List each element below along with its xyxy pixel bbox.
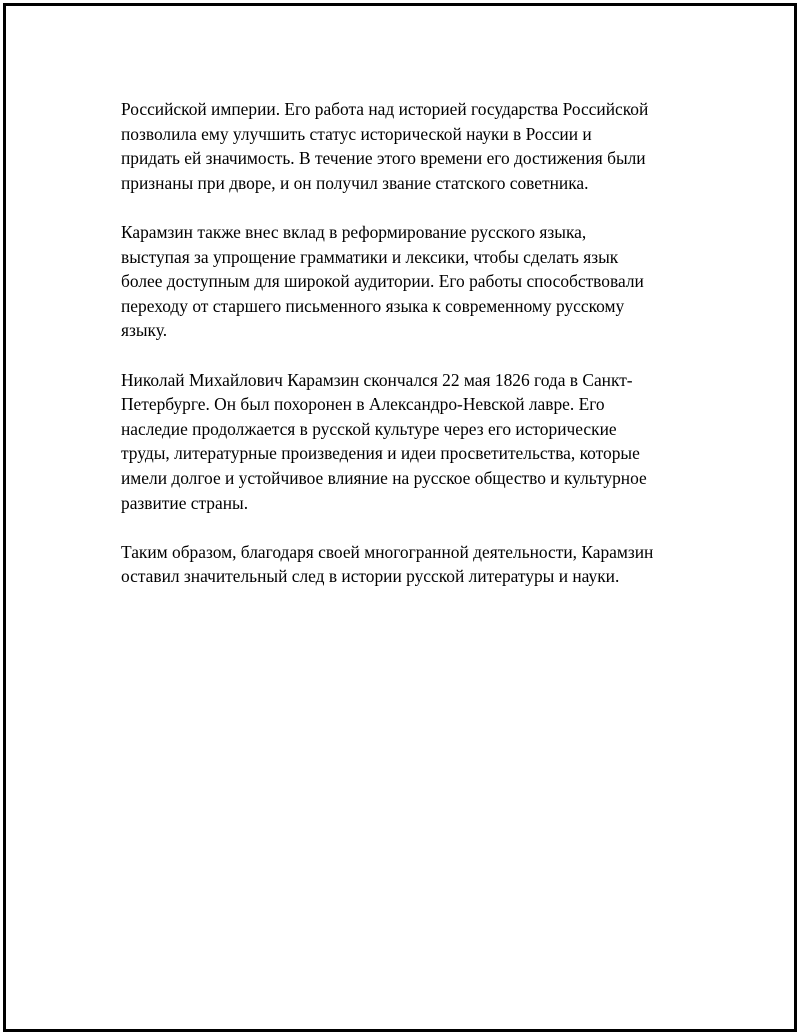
text-line: Таким образом, благодаря своей многогранной деятельности, Карамзин	[121, 541, 654, 562]
text-line: Николай Михайлович Карамзин скончался 22 мая 1826 года в Санкт-	[121, 369, 633, 390]
paragraph-3	[121, 368, 721, 516]
text-line: труды, литературные произведения и идеи просветительства, которые	[121, 443, 640, 464]
text-line: Российской империи. Его работа над историей государства Российской	[121, 99, 649, 119]
text-line: позволила ему улучшить статус исторической науки в России и	[121, 123, 592, 144]
paragraph-2	[121, 220, 721, 343]
text-line: оставил значительный след в истории русской литературы и науки.	[121, 566, 620, 587]
text-line: более доступным для широкой аудитории. Его работы способствовали	[121, 271, 644, 292]
text-line: переходу от старшего письменного языка к современному русскому	[121, 295, 625, 316]
text-line: признаны при дворе, и он получил звание статского советника.	[121, 172, 589, 193]
text-line: придать ей значимость. В течение этого времени его достижения были	[121, 148, 646, 169]
paragraph-4	[121, 540, 721, 589]
text-line: выступая за упрощение грамматики и лексики, чтобы сделать язык	[121, 246, 619, 267]
text-line: языку.	[121, 320, 168, 341]
text-line: Петербурге. Он был похоронен в Александро-Невской лавре. Его	[121, 394, 605, 415]
text-line: Карамзин также внес вклад в реформирование русского языка,	[121, 221, 587, 242]
page-frame	[3, 3, 797, 1032]
text-line: наследие продолжается в русской культуре через его исторические	[121, 418, 617, 439]
document-body	[121, 97, 721, 613]
paragraph-1	[121, 97, 721, 195]
text-line: развитие страны.	[121, 492, 249, 513]
text-line: имели долгое и устойчивое влияние на русское общество и культурное	[121, 467, 647, 488]
